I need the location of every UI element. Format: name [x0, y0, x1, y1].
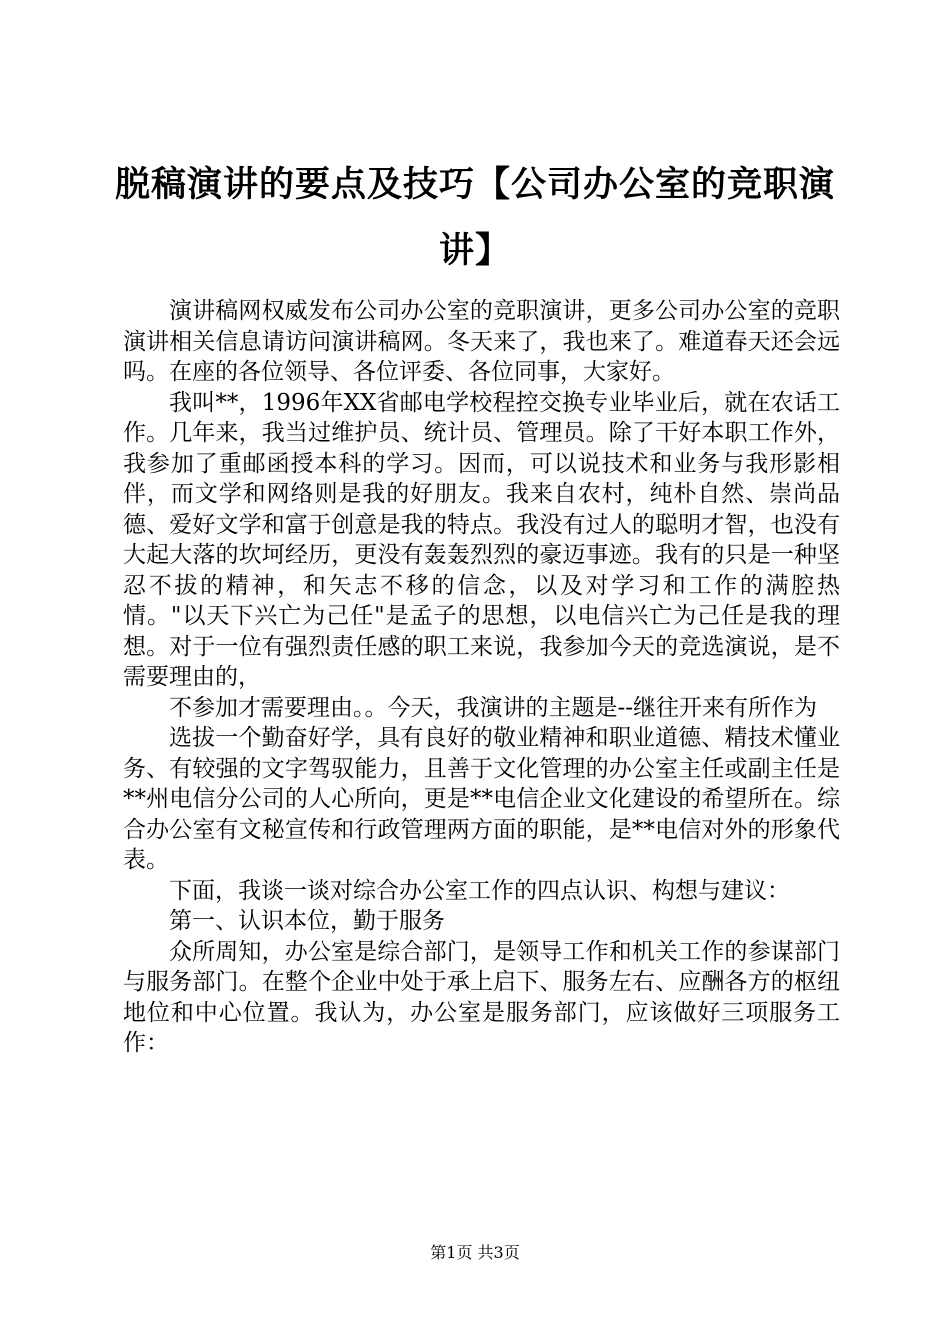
- document-body: [123, 296, 840, 1059]
- paragraph-theme: 不参加才需要理由。。今天，我演讲的主题是--继往开来有所作为: [169, 694, 818, 721]
- page-number-footer: 第1页 共3页: [430, 1243, 520, 1262]
- paragraph-four-points-intro: 下面，我谈一谈对综合办公室工作的四点认识、构想与建议：: [169, 877, 790, 904]
- paragraph-intro: 演讲稿网权威发布公司办公室的竞职演讲，更多公司办公室的竞职演讲相关信息请访问演讲稿网。冬天来了，我也来了。难道春天还会远吗。在座的各位领导、各位评委、各位同事，大家好。: [123, 298, 840, 385]
- section-heading-first: 第一、认识本位，勤于服务: [169, 908, 445, 934]
- paragraph-office-role: 众所周知，办公室是综合部门，是领导工作和机关工作的参谋部门与服务部门。在整个企业中处于承上启下、服务左右、应酬各方的枢纽地位和中心位置。我认为，办公室是服务部门，应该做好三项服务工作：: [123, 938, 840, 1056]
- paragraph-selection-criteria: 选拔一个勤奋好学，具有良好的敬业精神和职业道德、精技术懂业务、有较强的文字驾驭能力，且善于文化管理的办公室主任或副主任是**州电信分公司的人心所向，更是**电信企业文化建设的希望所在。综合办公室有文秘宣传和行政管理两方面的职能，是**电信对外的形象代表。: [123, 725, 840, 873]
- document-title: 脱稿演讲的要点及技巧【公司办公室的竞职演讲】: [114, 164, 835, 271]
- paragraph-self-introduction: 我叫**，1996年XX省邮电学校程控交换专业毕业后，就在农话工作。几年来，我当过维护员、统计员、管理员。除了干好本职工作外，我参加了重邮函授本科的学习。因而，可以说技术和业务与我形影相伴，而文学和网络则是我的好朋友。我来自农村，纯朴自然、崇尚品德、爱好文学和富于创意是我的特点。我没有过人的聪明才智，也没有大起大落的坎坷经历，更没有轰轰烈烈的豪迈事迹。我有的只是一种坚忍不拔的精神，和矢志不移的信念，以及对学习和工作的满腔热情。"以天下兴亡为己任"是孟子的思想，以电信兴亡为己任是我的理想。对于一位有强烈责任感的职工来说，我参加今天的竞选演说，是不需要理由的，: [123, 389, 840, 690]
